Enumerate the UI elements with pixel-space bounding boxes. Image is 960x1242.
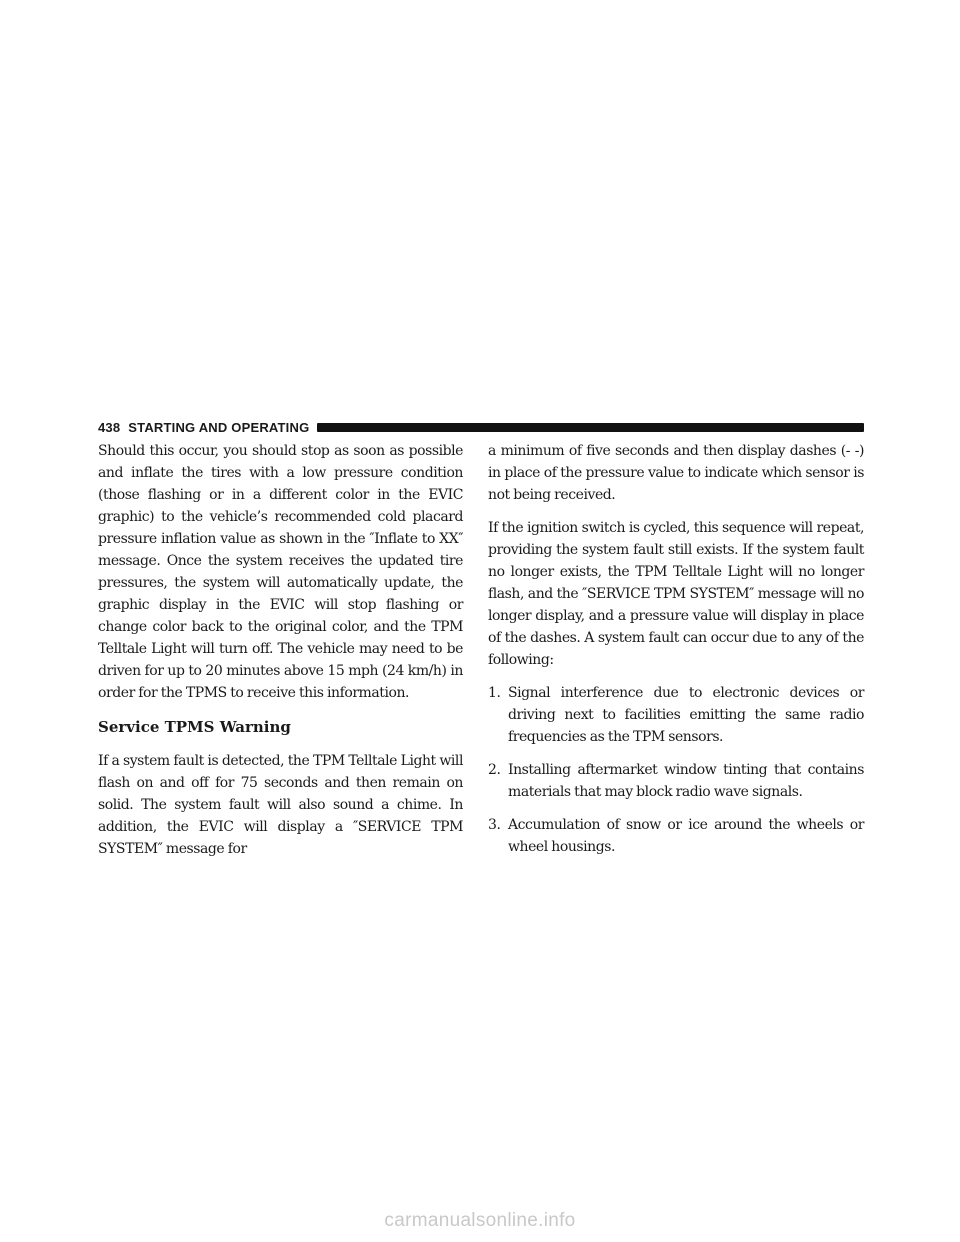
- list-item-number: 1.: [488, 685, 501, 701]
- paragraph-ignition-cycled: If the ignition switch is cycled, this sequence will repeat, providing the system fault still exists. If the system fault no longer exists, the TPM Telltale Light will no longer flash, and the ″SERVICE TPM SYSTEM″ message will no longer display, and a pressure value will display in place of the dashes. A system fault can occur due to any of the following:: [488, 520, 864, 668]
- paragraph-system-fault: If a system fault is detected, the TPM Telltale Light will flash on and off for 75 seconds and then remain on solid. The system fault will also sound a chime. In addition, the EVIC will display a ″SERVICE TPM SYSTEM″ message for: [98, 753, 463, 857]
- list-item: [488, 682, 864, 748]
- header-rule: [317, 423, 864, 432]
- list-item: [488, 814, 864, 858]
- list-item-text: Signal interference due to electronic devices or driving next to facilities emitting the same radio frequencies as the TPM sensors.: [508, 685, 864, 745]
- list-item: [488, 759, 864, 803]
- right-column: [488, 440, 864, 869]
- list-item-text: Installing aftermarket window tinting that contains materials that may block radio wave signals.: [508, 762, 864, 800]
- fault-causes-list: [488, 682, 864, 858]
- list-item-number: 3.: [488, 817, 501, 833]
- left-column: [98, 440, 463, 871]
- paragraph-dashes: a minimum of five seconds and then display dashes (- -) in place of the pressure value to indicate which sensor is not being received.: [488, 443, 864, 503]
- section-heading-service-tpms: Service TPMS Warning: [98, 718, 291, 736]
- page-number: 438: [98, 419, 121, 435]
- page-header: [98, 416, 864, 438]
- list-item-text: Accumulation of snow or ice around the wheels or wheel housings.: [508, 817, 864, 855]
- watermark: carmanualsonline.info: [384, 1210, 576, 1231]
- paragraph-low-pressure: Should this occur, you should stop as soon as possible and inflate the tires with a low pressure condition (those flashing or in a different color in the EVIC graphic) to the vehicle’s recommended cold placard pressure inflation value as shown in the ″Inflate to XX″ message. Once the system receives the updated tire pressures, the system will automatically update, the graphic display in the EVIC will stop flashing or change color back to the original color, and the TPM Telltale Light will turn off. The vehicle may need to be driven for up to 20 minutes above 15 mph (24 km/h) in order for the TPMS to receive this information.: [98, 443, 463, 701]
- section-title: STARTING AND OPERATING: [128, 419, 310, 435]
- list-item-number: 2.: [488, 762, 501, 778]
